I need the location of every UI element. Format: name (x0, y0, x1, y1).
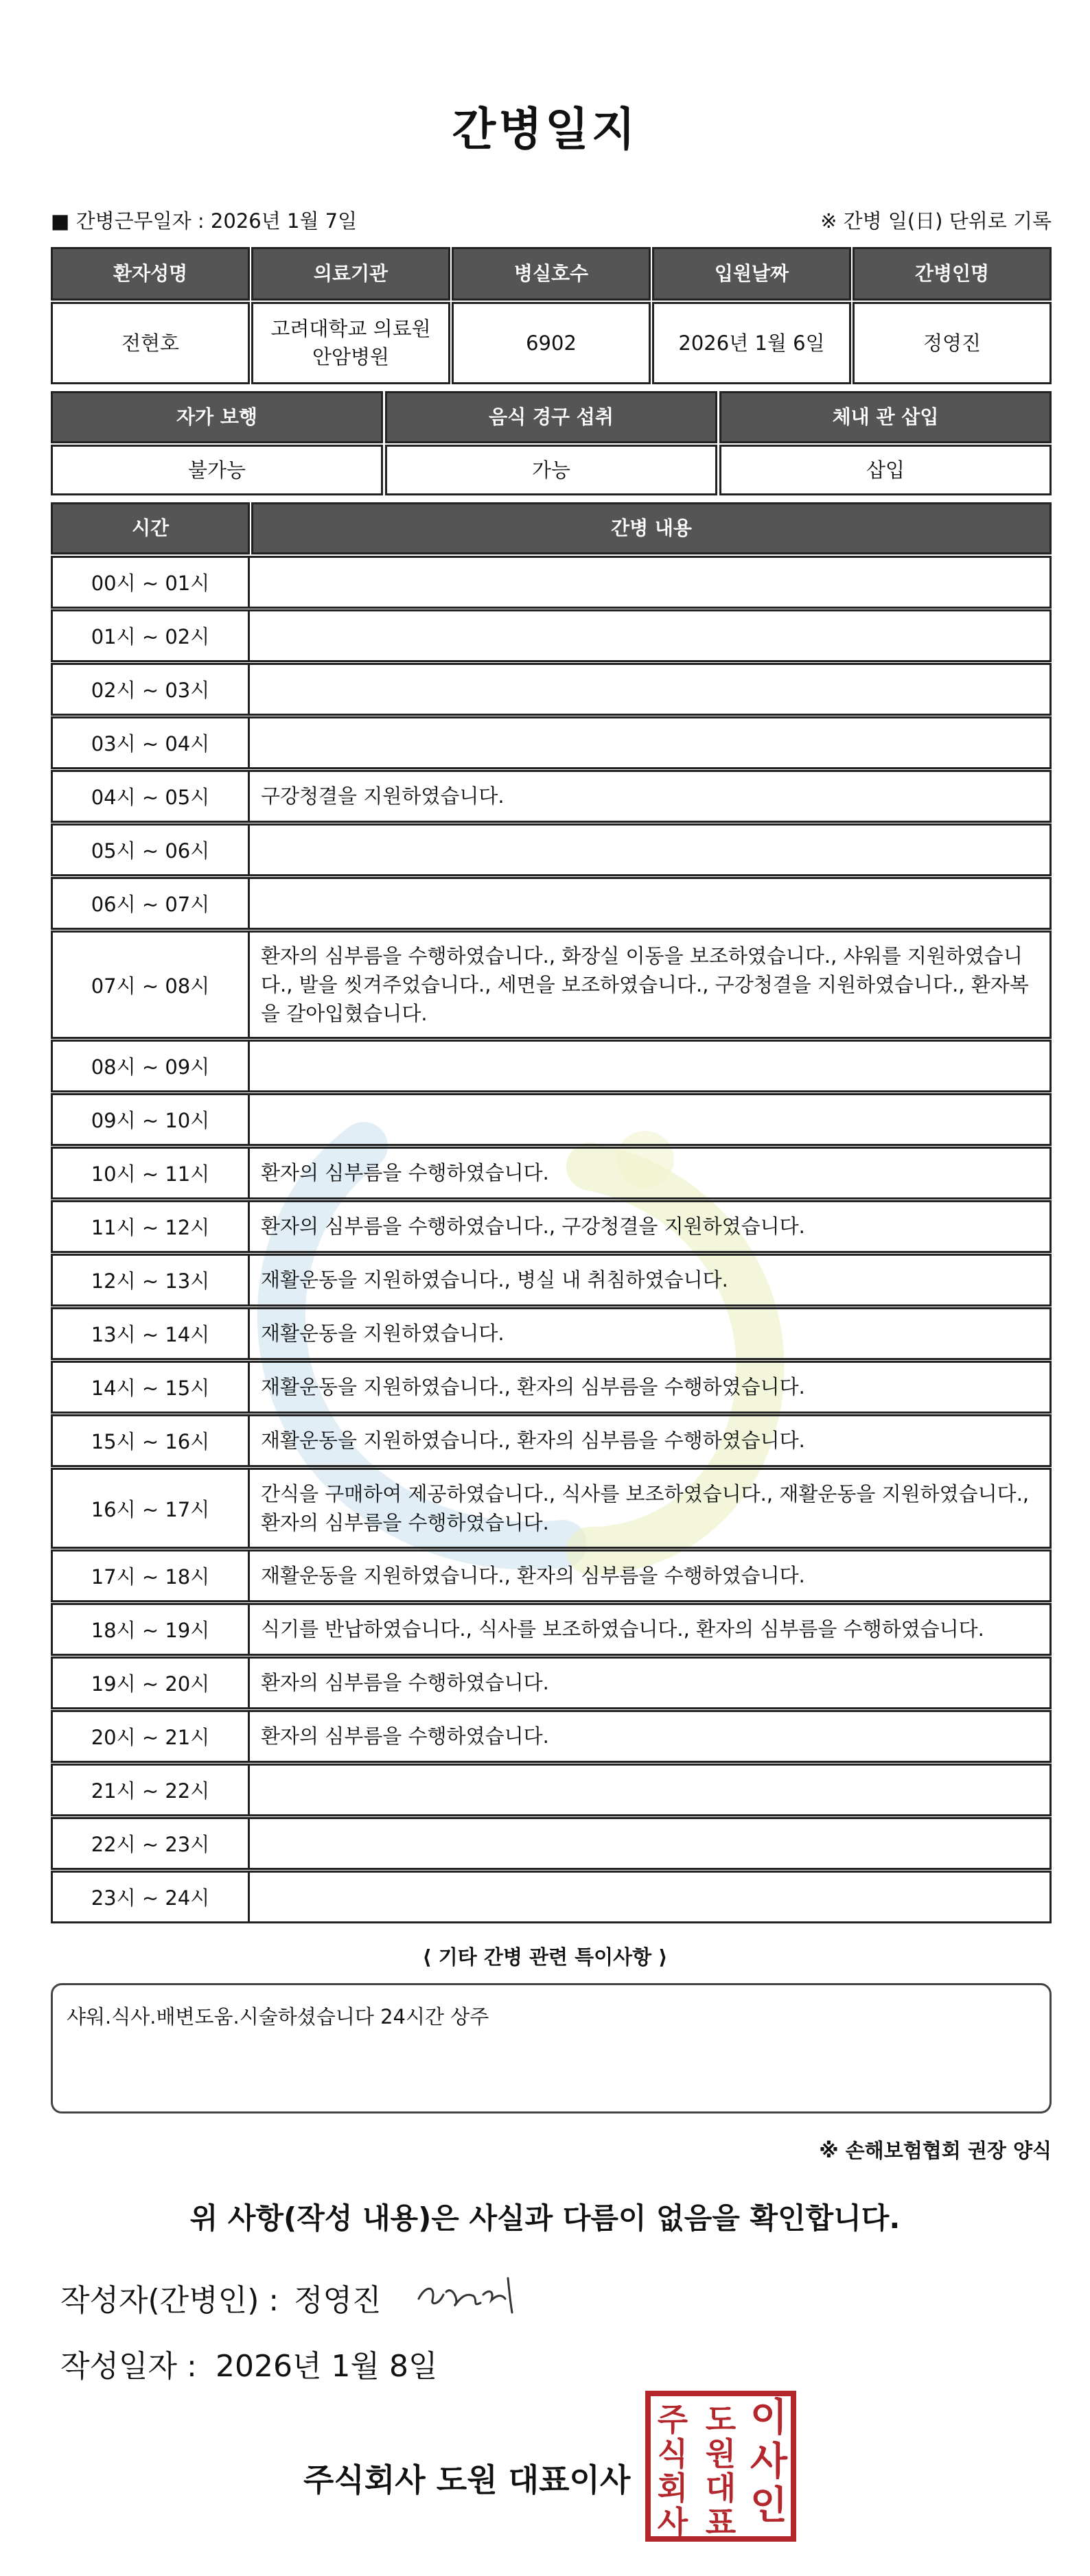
work-date-label: ■ 간병근무일자 : (51, 209, 205, 233)
log-row-time: 02시 ~ 03시 (51, 663, 250, 716)
admission-date: 2026년 1월 6일 (652, 302, 851, 384)
patient-table (51, 247, 1052, 384)
log-row-content (250, 716, 1052, 769)
log-row (51, 1040, 1052, 1092)
seal-character: 원 (705, 2435, 737, 2472)
seal-character: 사 (657, 2504, 688, 2541)
log-row (51, 1361, 1052, 1414)
log-row-time: 18시 ~ 19시 (51, 1603, 250, 1656)
log-row-content: 식기를 반납하였습니다., 식사를 보조하였습니다., 환자의 심부름을 수행하였습니다. (250, 1603, 1052, 1656)
log-row (51, 1603, 1052, 1656)
patient-name: 전현호 (51, 302, 250, 384)
log-row (51, 877, 1052, 930)
status-header-walking: 자가 보행 (51, 391, 383, 443)
room-number: 6902 (452, 302, 651, 384)
log-row-content: 재활운동을 지원하였습니다., 환자의 심부름을 수행하였습니다. (250, 1414, 1052, 1467)
log-row-time: 12시 ~ 13시 (51, 1254, 250, 1307)
seal-character: 회 (657, 2470, 688, 2507)
log-row (51, 1147, 1052, 1199)
status-oral-intake: 가능 (385, 445, 717, 495)
writer-label: 작성자(간병인) : (60, 2283, 279, 2318)
log-row-content (250, 823, 1052, 876)
company-seal (645, 2391, 796, 2542)
log-table (51, 502, 1052, 1930)
log-row-content: 환자의 심부름을 수행하였습니다. (250, 1710, 1052, 1763)
written-date-label: 작성일자 : (60, 2349, 197, 2384)
status-header-tube: 체내 관 삽입 (719, 391, 1052, 443)
log-row-time: 04시 ~ 05시 (51, 770, 250, 823)
patient-header-caregiver: 간병인명 (853, 247, 1052, 301)
caregiver-name: 정영진 (853, 302, 1052, 384)
log-row (51, 609, 1052, 662)
company-signature-line: 주식회사 도원 대표이사 (303, 2461, 631, 2498)
log-row-time: 03시 ~ 04시 (51, 716, 250, 769)
written-date: 2026년 1월 8일 (216, 2349, 438, 2384)
log-row (51, 1871, 1052, 1923)
log-row-time: 01시 ~ 02시 (51, 609, 250, 662)
seal-character: 이 (750, 2396, 788, 2440)
log-row-time: 00시 ~ 01시 (51, 556, 250, 609)
log-row-time: 06시 ~ 07시 (51, 877, 250, 930)
log-row (51, 1414, 1052, 1467)
log-row-time: 13시 ~ 14시 (51, 1307, 250, 1360)
log-row-time: 14시 ~ 15시 (51, 1361, 250, 1414)
seal-character: 도 (705, 2401, 737, 2438)
log-row-content: 환자의 심부름을 수행하였습니다., 화장실 이동을 보조하였습니다., 샤워를 지원하였습니다., 발을 씻겨주었습니다., 세면을 보조하였습니다., 구강청결을 지원하였습니다., 환자복을 갈아입혔습니다. (250, 930, 1052, 1039)
log-row-content: 환자의 심부름을 수행하였습니다. (250, 1656, 1052, 1709)
log-row-content (250, 609, 1052, 662)
log-row-time: 15시 ~ 16시 (51, 1414, 250, 1467)
seal-character: 식 (657, 2435, 688, 2472)
log-row-content (250, 663, 1052, 716)
log-row (51, 1200, 1052, 1253)
writer-name: 정영진 (294, 2283, 382, 2318)
patient-header-admission: 입원날짜 (652, 247, 851, 301)
log-row-content: 환자의 심부름을 수행하였습니다. (250, 1147, 1052, 1199)
log-row-content: 재활운동을 지원하였습니다., 환자의 심부름을 수행하였습니다. (250, 1549, 1052, 1602)
document-title: 간병일지 (452, 103, 638, 156)
seal-character: 인 (750, 2483, 788, 2528)
work-date-line (51, 206, 357, 234)
seal-character: 대 (705, 2470, 737, 2507)
log-row-content (250, 556, 1052, 609)
status-tube: 삽입 (719, 445, 1052, 495)
patient-header-room: 병실호수 (452, 247, 651, 301)
log-header-content: 간병 내용 (251, 502, 1052, 554)
log-row-content: 재활운동을 지원하였습니다., 환자의 심부름을 수행하였습니다. (250, 1361, 1052, 1414)
log-row (51, 770, 1052, 823)
log-row-time: 17시 ~ 18시 (51, 1549, 250, 1602)
log-row (51, 1656, 1052, 1709)
log-row-content (250, 1817, 1052, 1870)
special-notes-text: 샤워.식사.배변도움.시술하셨습니다 24시간 상주 (67, 2005, 489, 2028)
log-row-content: 구강청결을 지원하였습니다. (250, 770, 1052, 823)
status-header-oral-intake: 음식 경구 섭취 (385, 391, 717, 443)
log-header-time: 시간 (51, 502, 250, 554)
log-row-time: 09시 ~ 10시 (51, 1093, 250, 1146)
log-row-content: 재활운동을 지원하였습니다. (250, 1307, 1052, 1360)
log-row-time: 07시 ~ 08시 (51, 930, 250, 1039)
handwritten-signature (412, 2264, 535, 2319)
log-row-content (250, 1040, 1052, 1092)
log-row-content: 환자의 심부름을 수행하였습니다., 구강청결을 지원하였습니다. (250, 1200, 1052, 1253)
log-row (51, 1254, 1052, 1307)
seal-character: 주 (657, 2401, 688, 2438)
log-row-content (250, 877, 1052, 930)
log-row-time: 16시 ~ 17시 (51, 1468, 250, 1549)
log-row (51, 1468, 1052, 1549)
work-date: 2026년 1월 7일 (210, 209, 358, 233)
log-row (51, 1549, 1052, 1602)
log-row (51, 663, 1052, 716)
seal-character: 표 (705, 2504, 737, 2541)
log-row-time: 05시 ~ 06시 (51, 823, 250, 876)
log-row-time: 08시 ~ 09시 (51, 1040, 250, 1092)
seal-character: 사 (750, 2439, 788, 2484)
log-row-time: 22시 ~ 23시 (51, 1817, 250, 1870)
unit-note: ※ 간병 일(日) 단위로 기록 (820, 209, 1052, 233)
hospital-name: 고려대학교 의료원 안암병원 (251, 302, 450, 384)
log-row-content (250, 1093, 1052, 1146)
status-table (51, 391, 1052, 495)
log-row-time: 10시 ~ 11시 (51, 1147, 250, 1199)
log-row (51, 823, 1052, 876)
log-row-time: 11시 ~ 12시 (51, 1200, 250, 1253)
log-row-content: 간식을 구매하여 제공하였습니다., 식사를 보조하였습니다., 재활운동을 지원하였습니다., 환자의 심부름을 수행하였습니다. (250, 1468, 1052, 1549)
status-walking: 불가능 (51, 445, 383, 495)
patient-header-name: 환자성명 (51, 247, 250, 301)
log-row (51, 1307, 1052, 1360)
confirmation-statement: 위 사항(작성 내용)은 사실과 다름이 없음을 확인합니다. (189, 2201, 901, 2235)
log-row (51, 930, 1052, 1039)
log-row-time: 19시 ~ 20시 (51, 1656, 250, 1709)
patient-header-hospital: 의료기관 (251, 247, 450, 301)
log-row-content: 재활운동을 지원하였습니다., 병실 내 취침하였습니다. (250, 1254, 1052, 1307)
log-row-time: 23시 ~ 24시 (51, 1871, 250, 1923)
special-notes-title: ⟨ 기타 간병 관련 특이사항 ⟩ (422, 1945, 668, 1969)
log-row-time: 21시 ~ 22시 (51, 1764, 250, 1816)
log-row (51, 556, 1052, 609)
log-row-content (250, 1871, 1052, 1923)
log-row (51, 1710, 1052, 1763)
log-row (51, 1817, 1052, 1870)
log-row (51, 716, 1052, 769)
log-row-content (250, 1764, 1052, 1816)
log-row-time: 20시 ~ 21시 (51, 1710, 250, 1763)
form-note: ※ 손해보험협회 권장 양식 (819, 2139, 1052, 2162)
log-row (51, 1764, 1052, 1816)
special-notes-box (51, 1983, 1052, 2114)
log-row (51, 1093, 1052, 1146)
